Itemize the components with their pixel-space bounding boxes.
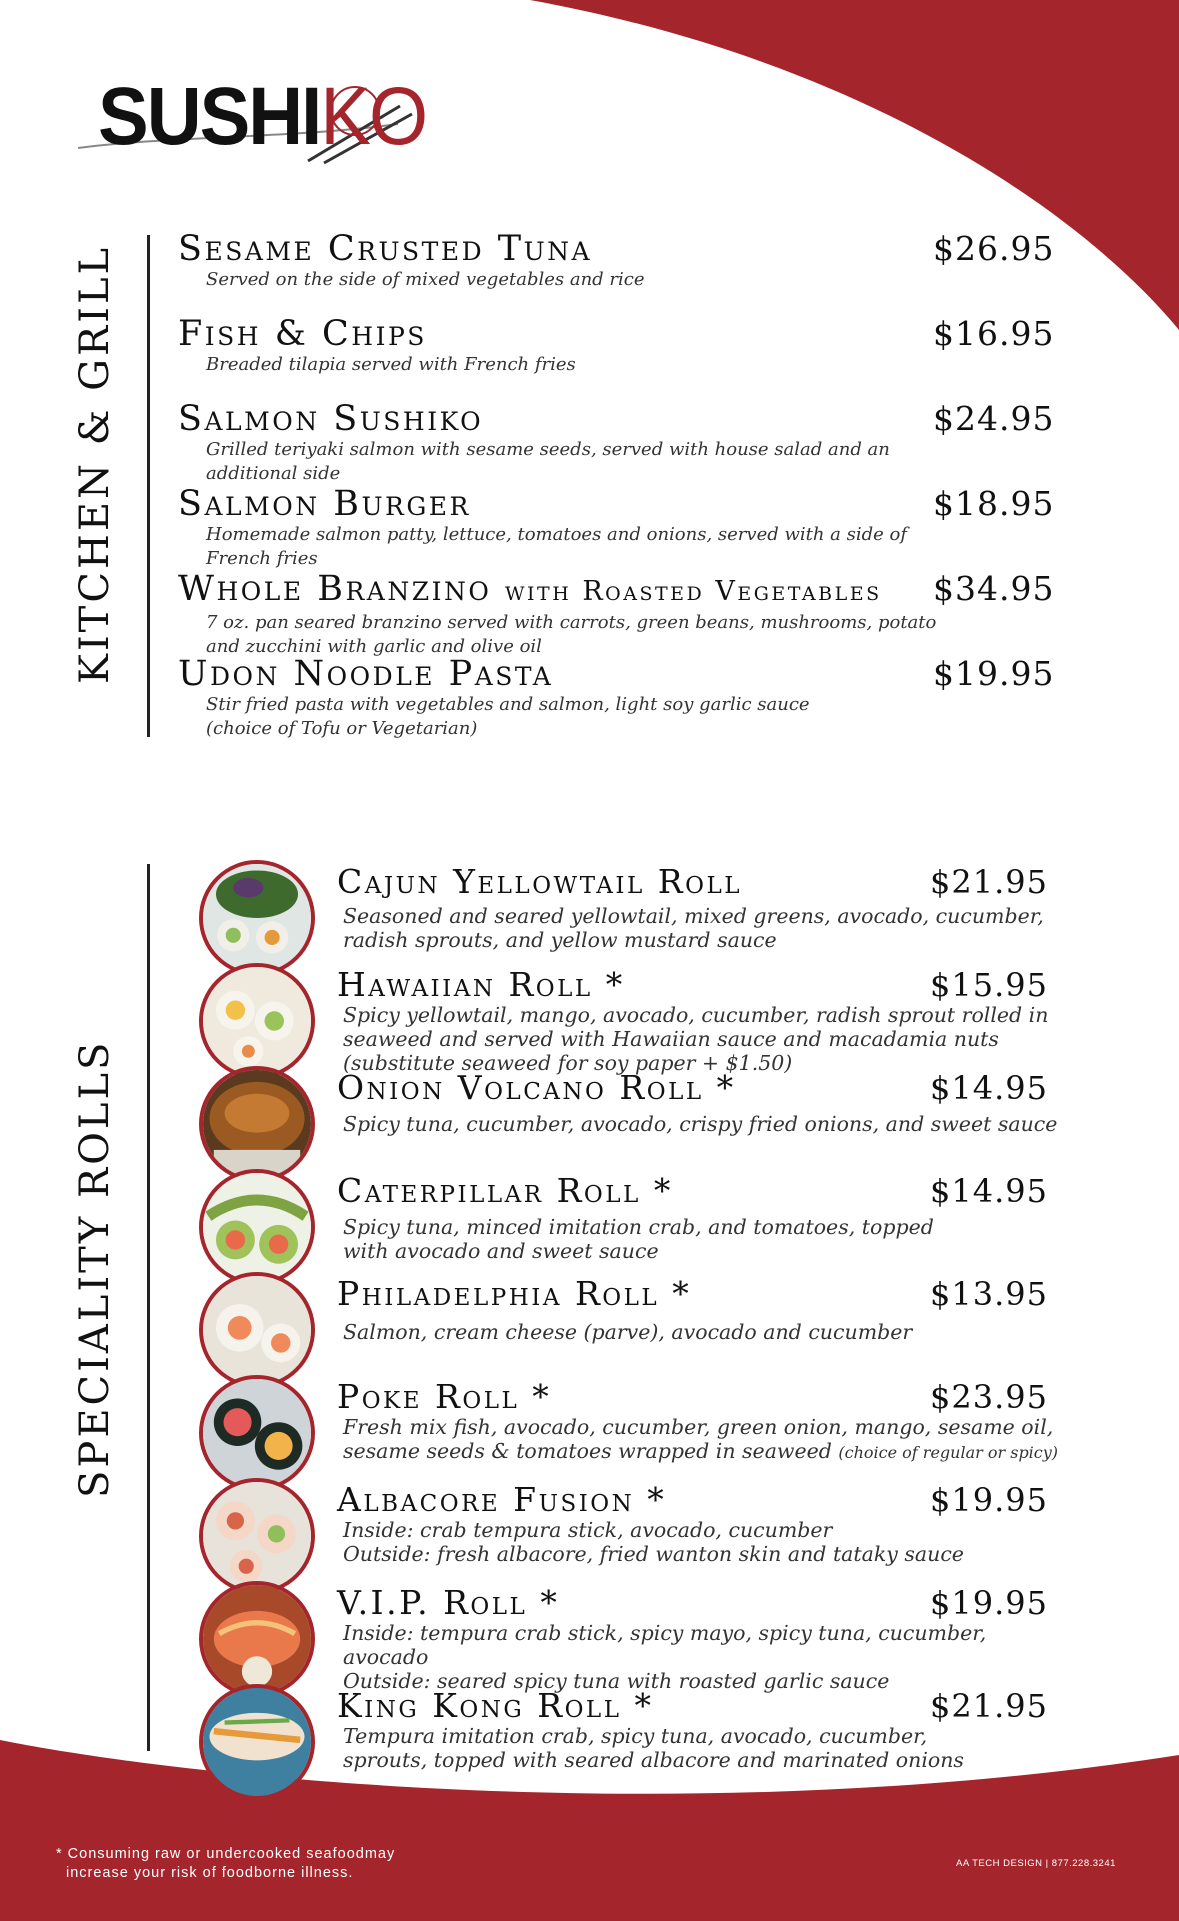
item-description: Tempura imitation crab, spicy tuna, avocado, cucumber, [343,1724,928,1748]
item-description-line2: (choice of Tofu or Vegetarian) [206,718,478,739]
item-description: Salmon, cream cheese (parve), avocado and cucumber [343,1320,913,1344]
roll-item-poke [337,1379,1077,1465]
logo-text-ko: KO [320,70,427,163]
item-description: Stir fried pasta with vegetables and salmon, light soy garlic sauce [206,694,810,715]
item-name: Whole Branzino [178,569,492,609]
item-name: Cajun Yellowtail Roll [337,862,742,901]
item-name: V.I.P. Roll * [337,1583,560,1622]
item-name: Onion Volcano Roll * [337,1068,736,1107]
item-name: Caterpillar Roll * [337,1171,673,1210]
item-price: $34.95 [933,569,1055,608]
item-description: Breaded tilapia served with French fries [206,354,576,375]
sushiko-logo [78,66,427,176]
item-name: Poke Roll * [337,1377,552,1416]
roll-item-albacore-fusion [337,1482,1077,1566]
poke-roll-photo [199,1375,315,1491]
item-description: Grilled teriyaki salmon with sesame seeds, served with house salad and an additional side [206,439,890,484]
item-price: $13.95 [930,1275,1048,1313]
item-price: $21.95 [930,1687,1048,1725]
kitchen-divider-line [147,235,150,737]
item-description: Fresh mix fish, avocado, cucumber, green onion, mango, sesame oil, [343,1415,1054,1439]
item-name-suffix: with Roasted Vegetables [504,576,882,607]
menu-item-fish-and-chips [178,315,1058,377]
designer-credit: AA TECH DESIGN | 877.228.3241 [956,1858,1116,1869]
item-description: Spicy tuna, cucumber, avocado, crispy fried onions, and sweet sauce [343,1112,1058,1136]
item-name: Fish & Chips [178,314,427,354]
item-description-line3: (substitute seaweed for soy paper + $1.50) [343,1051,793,1075]
item-description-line2: Outside: fresh albacore, fried wanton skin and tataky sauce [343,1542,964,1566]
item-description: Inside: tempura crab stick, spicy mayo, spicy tuna, cucumber, avocado [343,1621,987,1669]
menu-item-whole-branzino [178,570,1058,659]
logo-text-sushi: SUSHI [98,70,321,163]
king-kong-roll-photo [199,1684,315,1800]
item-description: Spicy yellowtail, mango, avocado, cucumber, radish sprout rolled in [343,1003,1049,1027]
menu-item-salmon-burger [178,485,1058,571]
item-description: 7 oz. pan seared branzino served with carrots, green beans, mushrooms, potato [206,612,937,633]
cajun-yellowtail-roll-photo [199,860,315,976]
item-description: Seasoned and seared yellowtail, mixed greens, avocado, cucumber, [343,904,1044,928]
item-description-line2: seaweed and served with Hawaiian sauce and macadamia nuts [343,1027,999,1051]
roll-item-vip [337,1585,1077,1693]
item-price: $23.95 [930,1378,1048,1416]
item-name: Salmon Burger [178,484,471,524]
roll-item-hawaiian [337,967,1077,1075]
disclaimer-line2: increase your risk of foodborne illness. [66,1865,354,1881]
item-description: Spicy tuna, minced imitation crab, and tomatoes, topped [343,1215,934,1239]
menu-item-salmon-sushiko [178,400,1058,486]
item-name: Philadelphia Roll * [337,1274,692,1313]
item-name: King Kong Roll * [337,1686,654,1725]
roll-item-caterpillar [337,1173,1077,1263]
rolls-divider-line [147,864,150,1751]
section-label-kitchen-grill: KITCHEN & GRILL [72,244,118,684]
item-price: $19.95 [930,1584,1048,1622]
item-price: $16.95 [933,314,1055,353]
item-name: Sesame Crusted Tuna [178,229,593,269]
item-description-line2: and zucchini with garlic and olive oil [206,636,542,657]
item-description-line2: sesame seeds & tomatoes wrapped in seaweed [343,1439,832,1463]
albacore-fusion-photo [199,1478,315,1594]
menu-item-udon-noodle-pasta [178,655,1058,741]
item-name: Salmon Sushiko [178,399,484,439]
item-price: $19.95 [933,654,1055,693]
item-price: $18.95 [933,484,1055,523]
item-price: $24.95 [933,399,1055,438]
item-description-line2: Outside: seared spicy tuna with roasted garlic sauce [343,1669,890,1693]
menu-item-sesame-crusted-tuna [178,230,1058,292]
raw-seafood-disclaimer [56,1845,395,1883]
item-price: $19.95 [930,1481,1048,1519]
item-price: $26.95 [933,229,1055,268]
item-description-note: (choice of regular or spicy) [838,1443,1059,1462]
caterpillar-roll-photo [199,1169,315,1285]
section-label-speciality-rolls: SPECIALITY ROLLS [72,1039,118,1498]
item-name: Udon Noodle Pasta [178,654,554,694]
item-description-line2: sprouts, topped with seared albacore and marinated onions [343,1748,964,1772]
roll-item-cajun-yellowtail [337,864,1077,952]
roll-item-philadelphia [337,1276,1077,1344]
item-description: Inside: crab tempura stick, avocado, cucumber [343,1518,833,1542]
item-name: Hawaiian Roll * [337,965,625,1004]
item-price: $14.95 [930,1069,1048,1107]
disclaimer-line1: * Consuming raw or undercooked seafoodmay [56,1846,396,1862]
item-price: $15.95 [930,966,1048,1004]
item-price: $14.95 [930,1172,1048,1210]
item-price: $21.95 [930,863,1048,901]
item-name: Albacore Fusion * [337,1480,667,1519]
hawaiian-roll-photo [199,963,315,1079]
onion-volcano-roll-photo [199,1066,315,1182]
roll-item-onion-volcano [337,1070,1077,1136]
item-description-line2: with avocado and sweet sauce [343,1239,659,1263]
item-description-line2: radish sprouts, and yellow mustard sauce [343,928,777,952]
roll-item-king-kong [337,1688,1077,1772]
philadelphia-roll-photo [199,1272,315,1388]
item-description: Homemade salmon patty, lettuce, tomatoes and onions, served with a side of French fries [206,524,908,569]
item-description: Served on the side of mixed vegetables and rice [206,269,645,290]
vip-roll-photo [199,1581,315,1697]
